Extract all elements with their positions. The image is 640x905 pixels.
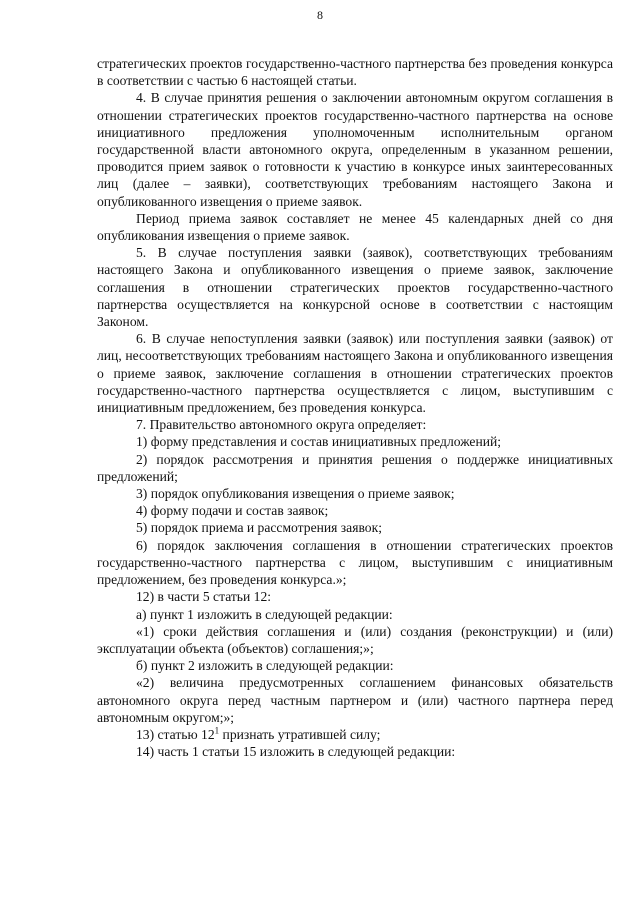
paragraph-item-7: 7. Правительство автономного округа определяет: — [136, 417, 427, 433]
list-item-1: 1) форму представления и состав инициативных предложений; — [136, 434, 502, 450]
list-item-3: 3) порядок опубликования извещения о приеме заявок; — [136, 486, 455, 502]
paragraph-continuation: стратегических проектов государственно-частного партнерства без проведения конкурса в соответствии с частью 6 настоящей статьи. — [97, 56, 613, 89]
amendment-quote-1: «1) сроки действия соглашения и (или) создания (реконструкции) и (или) эксплуатации объекта (объектов) соглашения;»; — [97, 623, 613, 656]
amendment-item-12: 12) в части 5 статьи 12: — [136, 589, 272, 605]
page-number: 8 — [317, 8, 323, 22]
paragraph-item-6: 6. В случае непоступления заявки (заявок) или поступления заявки (заявок) от лиц, несоответствующих требованиям настоящего Закона и опубликованного извещения о приеме заявок, заключение соглашения в отношении стратегических проектов государственно-частного партнерства осуществляется с лицом, выступившим с инициативным предложением, без проведения конкурса. — [97, 331, 613, 416]
list-item-5: 5) порядок приема и рассмотрения заявок; — [136, 520, 382, 536]
list-item-6: 6) порядок заключения соглашения в отношении стратегических проектов государственно-частного партнерства с лицом, выступившим с инициативным предложением, без проведения конкурса.»; — [97, 537, 613, 588]
item-13-text-before: 13) статью 12 — [136, 726, 215, 742]
amendment-item-14: 14) часть 1 статьи 15 изложить в следующей редакции: — [136, 744, 456, 760]
paragraph-application-period: Период приема заявок составляет не менее 45 календарных дней со дня опубликования извещения о приеме заявок. — [97, 210, 613, 244]
list-item-4: 4) форму подачи и состав заявок; — [136, 503, 329, 519]
amendment-sub-a: а) пункт 1 изложить в следующей редакции: — [136, 606, 393, 622]
item-13-text-after: признать утратившей силу; — [219, 726, 381, 742]
document-body — [97, 55, 613, 760]
amendment-sub-b: б) пункт 2 изложить в следующей редакции: — [136, 658, 394, 674]
list-item-2: 2) порядок рассмотрения и принятия решения о поддержке инициативных предложений; — [97, 451, 613, 484]
paragraph-item-5: 5. В случае поступления заявки (заявок), соответствующих требованиям настоящего Закона и опубликованного извещения о приеме заявок, заключение соглашения в отношении стратегических проектов государственно-частного партнерства осуществляется на конкурсной основе в соответствии с настоящим Законом. — [97, 245, 613, 330]
amendment-quote-2: «2) величина предусмотренных соглашением финансовых обязательств автономного округа перед частным партнером и (или) частного партнера перед автономным округом;»; — [97, 675, 613, 725]
amendment-item-13 — [97, 726, 613, 743]
item-13-superscript: 1 — [214, 725, 220, 736]
paragraph-item-4: 4. В случае принятия решения о заключении автономным округом соглашения в отношении стратегических проектов государственно-частного партнерства на основе инициативного предложения уполномоченным исполнительным органом государственной власти автономного округа, определенным в указанном решении, проводится прием заявок о готовности к участию в конкурсе иных заинтересованных лиц (далее – заявки), соответствующих требованиям настоящего Закона и опубликованного извещения о приеме заявок. — [97, 90, 613, 209]
